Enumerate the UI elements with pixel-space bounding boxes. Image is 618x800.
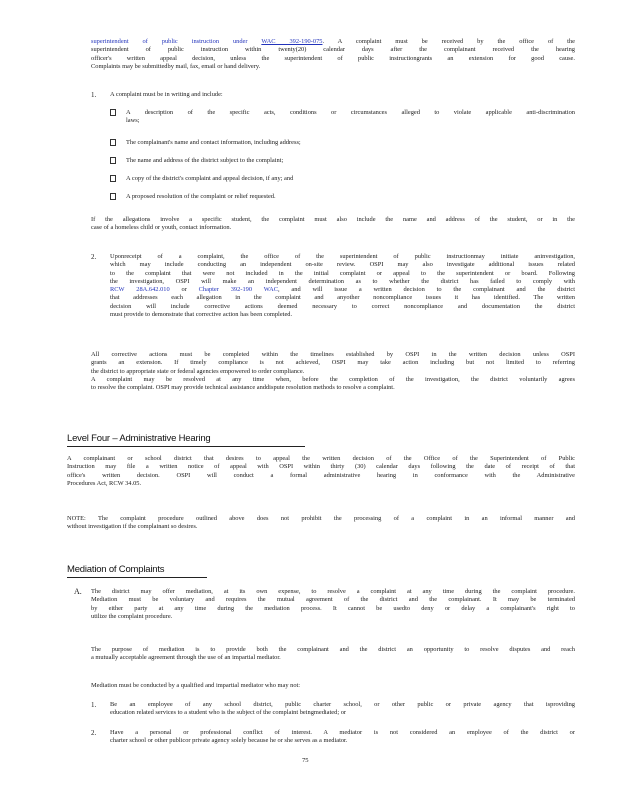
mediation-item-1-line-2: education related services to a student who is the subject of the complaint beingmediated; or [110,709,347,717]
intro-line-2: superintendent of public instruction within twenty(20) calendar days after the complainant received the hearing [91,46,575,54]
bullet-3-box [110,157,126,166]
mediation-item-2 [110,729,575,746]
item-2-paragraph [110,253,575,319]
bullet-2-line-1: The complainant's name and contact information, including address; [126,139,301,146]
bullet-box-icon [110,157,116,164]
corrective-line-2: grants an extension. If timely compliance is not achieved, OSPI may take action including but not limited to referring [91,359,575,367]
wac-392-190-075-link[interactable]: WAC 392-190-075 [261,38,323,45]
bullet-box-icon [110,175,116,182]
bullet-5 [126,193,426,201]
item-2-line-6: that addresses each allegation in the complaint and anyother noncompliance issues it has identified. The written [110,294,575,302]
purpose-paragraph [91,646,575,663]
bullet-box-icon [110,109,116,116]
bullet-1 [126,109,575,126]
corrective-line-4: A complaint may be resolved at any time when, before the completion of the investigation, the district voluntarily agrees [91,375,575,383]
intro-line-1 [91,38,575,46]
corrective-line-5: to resolve the complaint. OSPI may provide technical assistance anddispute resolution methods to resolve a complaint. [91,384,395,392]
item-2-line-5 [110,286,575,294]
bullet-2-box [110,139,126,148]
item-2-line-2: which may include conducting an independent on-site review. OSPI may also investigate additional issues related [110,261,575,269]
mediation-a-line-3: by either party at any time during the mediation process. It cannot be usedto deny or delay a complainant's right to [91,604,575,612]
intro-line-3: officer's written appeal decision, unless the superintendent of public instructiongrants an extension for good cause. [91,54,575,62]
item-1-text [110,91,410,99]
level-four-line-3: office's written decision. OSPI will conduct a formal administrative hearing in conformance with the Administrative [67,471,575,479]
purpose-line-2: a mutually acceptable agreement through the use of an impartial mediator. [91,654,281,662]
mediation-item-2-number: 2. [91,729,97,737]
level-four-line-1: A complainant or school district that desires to appeal the written decision of the Office of the Superintendent of Public [67,455,575,462]
level-four-heading: Level Four – Administrative Hearing [67,433,211,444]
item-2-or: or [181,286,187,294]
item-2-line-5-post: , and will issue a written decision to the complainant and the district [277,286,575,294]
bullet-box-icon [110,139,116,146]
intro-line-1-pre: superintendent of public instruction under [91,38,248,45]
note-line-1: NOTE: The complaint procedure outlined above does not prohibit the processing of a complaint in an informal manner and [67,515,575,522]
bullet-4-line-1: A copy of the district's complaint and appeal decision, if any; and [126,175,294,182]
level-four-paragraph [67,455,575,488]
bullet-1-box [110,109,126,118]
bullet-1-line-1: A description of the specific acts, conditions or circumstances alleged to violate applicable anti-discrimination [126,109,575,116]
bullet-1-line-2: laws; [126,117,140,125]
bullet-3-line-1: The name and address of the district subject to the complaint; [126,157,284,164]
mediation-a-line-1: The district may offer mediation, at its own expense, to resolve a complaint at any time during the complaint procedure. [91,588,575,595]
item-2-line-4: the investigation, OSPI will make an independent determination as to whether the district has failed to comply with [110,277,575,285]
bullet-5-box [110,193,126,202]
level-four-heading-rule [67,446,305,447]
note-paragraph [67,515,575,532]
bullet-3 [126,157,426,165]
mediation-item-1-number: 1. [91,701,97,709]
corrective-paragraph [91,351,575,392]
corrective-line-1: All corrective actions must be completed within the timelines established by OSPI in the written decision unless OSPI [91,351,575,358]
mediation-item-2-line-1: Have a personal or professional conflict of interest. A mediator is not considered an employee of the district or [110,729,575,736]
intro-line-1-post: . A complaint must be received by the office of the [322,38,575,45]
item-1-number: 1. [91,91,97,99]
mediation-a-line-4: utilize the complaint procedure. [91,612,173,620]
note-line-2: without investigation if the complainant so desires. [67,523,198,531]
bullet-5-line-1: A proposed resolution of the complaint or relief requested. [126,193,276,200]
section-a-letter: A. [74,587,82,596]
bullet-2 [126,139,426,147]
mediation-a-paragraph [91,588,575,621]
item-2-line-7: decision will include corrective actions deemed necessary to correct noncompliance and documentation the district [110,302,575,310]
mediator-requirement-line: Mediation must be conducted by a qualified and impartial mediator who may not: [91,682,301,689]
page-number: 75 [302,757,309,764]
mediation-a-line-2: Mediation must be voluntary and requires the mutual agreement of the district and the complainant. It may be terminated [91,596,575,604]
intro-line-4: Complaints may be submittedby mail, fax, email or hand delivery. [91,62,261,70]
intro-paragraph [91,38,575,71]
item-2-line-3: to the complaint that were not included in the initial complaint or appeal to the superintendent or board. Following [110,269,575,277]
rcw-28a-642-010-link[interactable]: RCW 28A.642.010 [110,286,170,294]
item-2-line-1: Uponreceipt of a complaint, the office of the superintendent of public instructionmay initiate aninvestigation, [110,253,575,260]
level-four-line-4: Procedures Act, RCW 34.05. [67,479,142,487]
item-2-line-8: must provide to demonstrate that corrective action has been completed. [110,311,293,319]
purpose-line-1: The purpose of mediation is to provide both the complainant and the district an opportunity to resolve disputes and reach [91,646,575,653]
bullet-4-box [110,175,126,184]
allegations-paragraph [91,216,575,233]
mediation-item-1 [110,701,575,718]
bullet-box-icon [110,193,116,200]
allegations-line-1: If the allegations involve a specific student, the complaint must also include the name and address of the student, or in the [91,216,575,223]
level-four-line-2: Instruction may file a written notice of appeal with OSPI within thirty (30) calendar days following the date of receipt of that [67,463,575,471]
corrective-line-3: the district to appropriate state or federal agencies empowered to order compliance. [91,367,305,375]
mediation-item-2-line-2: charter school or other publicor private agency solely because he or she serves as a mediator. [110,737,348,745]
mediation-item-1-line-1: Be an employee of any school district, public charter school, or other public or private agency that isproviding [110,701,575,708]
mediation-heading-rule [67,577,207,578]
chapter-392-190-wac-link[interactable]: Chapter 392-190 WAC [198,286,278,294]
item-1-line: A complaint must be in writing and include: [110,91,223,98]
bullet-4 [126,175,426,183]
item-2-number: 2. [91,253,97,261]
mediation-heading: Mediation of Complaints [67,564,165,575]
mediator-requirement [91,682,575,690]
allegations-line-2: case of a homeless child or youth, contact information. [91,224,232,232]
